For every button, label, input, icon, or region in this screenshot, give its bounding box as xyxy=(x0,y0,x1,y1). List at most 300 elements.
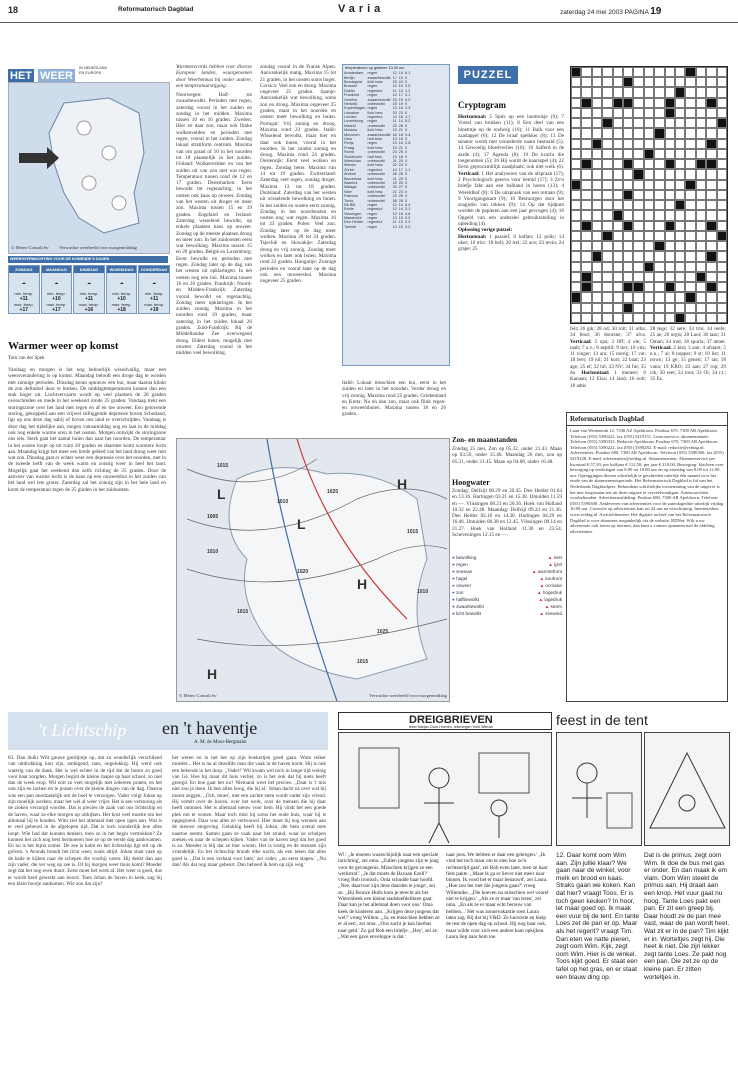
crossword-cell[interactable] xyxy=(571,282,581,292)
crossword-cell[interactable] xyxy=(685,77,695,87)
crossword-cell[interactable] xyxy=(717,292,727,302)
crossword-cell[interactable] xyxy=(654,210,664,220)
crossword-cell[interactable] xyxy=(613,272,623,282)
crossword-cell[interactable] xyxy=(685,118,695,128)
crossword-cell[interactable] xyxy=(571,149,581,159)
crossword-cell[interactable] xyxy=(654,98,664,108)
crossword-cell[interactable] xyxy=(644,159,654,169)
crossword-cell[interactable] xyxy=(623,241,633,251)
crossword-cell[interactable] xyxy=(602,251,612,261)
crossword-cell[interactable] xyxy=(633,180,643,190)
crossword-cell[interactable] xyxy=(602,77,612,87)
crossword-cell[interactable] xyxy=(665,292,675,302)
crossword-cell[interactable] xyxy=(602,169,612,179)
crossword-cell[interactable] xyxy=(665,251,675,261)
crossword-cell[interactable] xyxy=(571,77,581,87)
crossword-cell[interactable] xyxy=(685,108,695,118)
crossword-cell[interactable] xyxy=(706,262,716,272)
crossword-cell[interactable] xyxy=(623,200,633,210)
crossword-cell[interactable] xyxy=(633,67,643,77)
crossword-cell[interactable] xyxy=(706,77,716,87)
crossword-cell[interactable] xyxy=(623,139,633,149)
crossword-cell[interactable] xyxy=(654,303,664,313)
crossword-cell[interactable] xyxy=(717,67,727,77)
crossword-cell[interactable] xyxy=(633,159,643,169)
crossword-cell[interactable] xyxy=(613,262,623,272)
crossword-cell[interactable] xyxy=(633,77,643,87)
crossword-cell[interactable] xyxy=(602,190,612,200)
crossword-cell[interactable] xyxy=(644,98,654,108)
crossword-cell[interactable] xyxy=(675,98,685,108)
crossword-cell[interactable] xyxy=(581,118,591,128)
crossword-cell[interactable] xyxy=(654,313,664,323)
crossword-cell[interactable] xyxy=(696,108,706,118)
crossword-cell[interactable] xyxy=(717,313,727,323)
crossword-cell[interactable] xyxy=(717,241,727,251)
crossword-cell[interactable] xyxy=(654,139,664,149)
crossword-cell[interactable] xyxy=(706,241,716,251)
crossword-cell[interactable] xyxy=(613,128,623,138)
crossword-cell[interactable] xyxy=(644,200,654,210)
crossword-cell[interactable] xyxy=(581,149,591,159)
crossword-cell[interactable] xyxy=(675,118,685,128)
crossword-cell[interactable] xyxy=(623,118,633,128)
crossword-cell[interactable] xyxy=(633,262,643,272)
crossword-cell[interactable] xyxy=(685,139,695,149)
crossword-cell[interactable] xyxy=(717,149,727,159)
crossword-cell[interactable] xyxy=(613,169,623,179)
crossword-cell[interactable] xyxy=(644,139,654,149)
crossword-cell[interactable] xyxy=(665,87,675,97)
crossword-cell[interactable] xyxy=(581,251,591,261)
crossword-cell[interactable] xyxy=(696,128,706,138)
crossword-cell[interactable] xyxy=(696,67,706,77)
crossword-cell[interactable] xyxy=(623,87,633,97)
crossword-cell[interactable] xyxy=(665,180,675,190)
crossword-grid[interactable] xyxy=(570,66,728,324)
crossword-cell[interactable] xyxy=(696,303,706,313)
crossword-cell[interactable] xyxy=(592,190,602,200)
crossword-cell[interactable] xyxy=(592,118,602,128)
crossword-cell[interactable] xyxy=(665,272,675,282)
crossword-cell[interactable] xyxy=(602,241,612,251)
crossword-cell[interactable] xyxy=(602,128,612,138)
crossword-cell[interactable] xyxy=(633,108,643,118)
crossword-cell[interactable] xyxy=(696,210,706,220)
crossword-cell[interactable] xyxy=(696,190,706,200)
crossword-cell[interactable] xyxy=(685,98,695,108)
crossword-cell[interactable] xyxy=(665,241,675,251)
crossword-cell[interactable] xyxy=(602,292,612,302)
crossword-cell[interactable] xyxy=(706,87,716,97)
crossword-cell[interactable] xyxy=(654,67,664,77)
crossword-cell[interactable] xyxy=(571,200,581,210)
crossword-cell[interactable] xyxy=(717,272,727,282)
crossword-cell[interactable] xyxy=(665,190,675,200)
crossword-cell[interactable] xyxy=(706,313,716,323)
crossword-cell[interactable] xyxy=(654,292,664,302)
crossword-cell[interactable] xyxy=(665,118,675,128)
crossword-cell[interactable] xyxy=(571,262,581,272)
crossword-cell[interactable] xyxy=(602,67,612,77)
crossword-cell[interactable] xyxy=(581,180,591,190)
crossword-cell[interactable] xyxy=(644,251,654,261)
crossword-cell[interactable] xyxy=(623,210,633,220)
crossword-cell[interactable] xyxy=(571,251,581,261)
crossword-cell[interactable] xyxy=(696,251,706,261)
crossword-cell[interactable] xyxy=(571,313,581,323)
crossword-cell[interactable] xyxy=(654,272,664,282)
crossword-cell[interactable] xyxy=(613,149,623,159)
crossword-cell[interactable] xyxy=(613,282,623,292)
crossword-cell[interactable] xyxy=(592,221,602,231)
crossword-cell[interactable] xyxy=(654,231,664,241)
crossword-cell[interactable] xyxy=(675,128,685,138)
crossword-cell[interactable] xyxy=(592,180,602,190)
crossword-cell[interactable] xyxy=(654,262,664,272)
crossword-cell[interactable] xyxy=(613,241,623,251)
crossword-cell[interactable] xyxy=(602,87,612,97)
crossword-cell[interactable] xyxy=(613,292,623,302)
crossword-cell[interactable] xyxy=(665,262,675,272)
crossword-cell[interactable] xyxy=(696,221,706,231)
crossword-cell[interactable] xyxy=(571,159,581,169)
crossword-cell[interactable] xyxy=(592,108,602,118)
crossword-cell[interactable] xyxy=(613,231,623,241)
crossword-cell[interactable] xyxy=(644,221,654,231)
crossword-cell[interactable] xyxy=(581,262,591,272)
crossword-cell[interactable] xyxy=(571,87,581,97)
crossword-cell[interactable] xyxy=(644,303,654,313)
crossword-cell[interactable] xyxy=(613,87,623,97)
crossword-cell[interactable] xyxy=(654,190,664,200)
crossword-cell[interactable] xyxy=(685,149,695,159)
crossword-cell[interactable] xyxy=(602,139,612,149)
crossword-cell[interactable] xyxy=(592,98,602,108)
crossword-cell[interactable] xyxy=(623,180,633,190)
crossword-cell[interactable] xyxy=(654,87,664,97)
crossword-cell[interactable] xyxy=(685,282,695,292)
crossword-cell[interactable] xyxy=(592,272,602,282)
crossword-cell[interactable] xyxy=(706,272,716,282)
crossword-cell[interactable] xyxy=(613,190,623,200)
crossword-cell[interactable] xyxy=(696,180,706,190)
crossword-cell[interactable] xyxy=(581,313,591,323)
crossword-cell[interactable] xyxy=(644,313,654,323)
crossword-cell[interactable] xyxy=(654,159,664,169)
crossword-cell[interactable] xyxy=(592,169,602,179)
crossword-cell[interactable] xyxy=(685,303,695,313)
crossword-cell[interactable] xyxy=(581,87,591,97)
crossword-cell[interactable] xyxy=(706,118,716,128)
crossword-cell[interactable] xyxy=(717,87,727,97)
crossword-cell[interactable] xyxy=(717,169,727,179)
crossword-cell[interactable] xyxy=(571,231,581,241)
crossword-cell[interactable] xyxy=(592,313,602,323)
crossword-cell[interactable] xyxy=(696,139,706,149)
crossword-cell[interactable] xyxy=(633,231,643,241)
crossword-cell[interactable] xyxy=(696,98,706,108)
crossword-cell[interactable] xyxy=(644,231,654,241)
crossword-cell[interactable] xyxy=(654,169,664,179)
crossword-cell[interactable] xyxy=(592,210,602,220)
crossword-cell[interactable] xyxy=(613,108,623,118)
crossword-cell[interactable] xyxy=(633,251,643,261)
crossword-cell[interactable] xyxy=(717,282,727,292)
crossword-cell[interactable] xyxy=(675,108,685,118)
crossword-cell[interactable] xyxy=(602,262,612,272)
crossword-cell[interactable] xyxy=(602,221,612,231)
crossword-cell[interactable] xyxy=(633,200,643,210)
crossword-cell[interactable] xyxy=(696,282,706,292)
crossword-cell[interactable] xyxy=(665,77,675,87)
crossword-cell[interactable] xyxy=(602,149,612,159)
crossword-cell[interactable] xyxy=(654,77,664,87)
crossword-cell[interactable] xyxy=(685,262,695,272)
crossword-cell[interactable] xyxy=(613,67,623,77)
crossword-cell[interactable] xyxy=(602,108,612,118)
crossword-cell[interactable] xyxy=(613,159,623,169)
crossword-cell[interactable] xyxy=(717,159,727,169)
crossword-cell[interactable] xyxy=(696,231,706,241)
crossword-cell[interactable] xyxy=(685,313,695,323)
crossword-cell[interactable] xyxy=(613,313,623,323)
crossword-cell[interactable] xyxy=(685,87,695,97)
crossword-cell[interactable] xyxy=(665,210,675,220)
crossword-cell[interactable] xyxy=(675,251,685,261)
crossword-cell[interactable] xyxy=(685,200,695,210)
crossword-cell[interactable] xyxy=(675,77,685,87)
crossword-cell[interactable] xyxy=(623,272,633,282)
crossword-cell[interactable] xyxy=(644,180,654,190)
crossword-cell[interactable] xyxy=(685,221,695,231)
crossword-cell[interactable] xyxy=(665,139,675,149)
crossword-cell[interactable] xyxy=(644,292,654,302)
crossword-cell[interactable] xyxy=(717,180,727,190)
crossword-cell[interactable] xyxy=(675,190,685,200)
crossword-cell[interactable] xyxy=(644,87,654,97)
crossword-cell[interactable] xyxy=(613,139,623,149)
crossword-cell[interactable] xyxy=(685,159,695,169)
crossword-cell[interactable] xyxy=(571,169,581,179)
crossword-cell[interactable] xyxy=(592,262,602,272)
crossword-cell[interactable] xyxy=(602,272,612,282)
crossword-cell[interactable] xyxy=(706,149,716,159)
crossword-cell[interactable] xyxy=(665,200,675,210)
crossword-cell[interactable] xyxy=(602,313,612,323)
crossword-cell[interactable] xyxy=(644,241,654,251)
crossword-cell[interactable] xyxy=(623,262,633,272)
crossword-cell[interactable] xyxy=(675,67,685,77)
crossword-cell[interactable] xyxy=(581,139,591,149)
crossword-cell[interactable] xyxy=(571,118,581,128)
crossword-cell[interactable] xyxy=(633,149,643,159)
crossword-cell[interactable] xyxy=(592,241,602,251)
crossword-cell[interactable] xyxy=(581,169,591,179)
crossword-cell[interactable] xyxy=(665,303,675,313)
crossword-cell[interactable] xyxy=(592,159,602,169)
crossword-cell[interactable] xyxy=(717,139,727,149)
crossword-cell[interactable] xyxy=(633,118,643,128)
crossword-cell[interactable] xyxy=(633,128,643,138)
crossword-cell[interactable] xyxy=(685,190,695,200)
crossword-cell[interactable] xyxy=(623,169,633,179)
crossword-cell[interactable] xyxy=(581,77,591,87)
crossword-cell[interactable] xyxy=(581,210,591,220)
crossword-cell[interactable] xyxy=(675,139,685,149)
crossword-cell[interactable] xyxy=(623,292,633,302)
crossword-cell[interactable] xyxy=(685,272,695,282)
crossword-cell[interactable] xyxy=(592,67,602,77)
crossword-cell[interactable] xyxy=(571,139,581,149)
crossword-cell[interactable] xyxy=(633,221,643,231)
crossword-cell[interactable] xyxy=(706,180,716,190)
crossword-cell[interactable] xyxy=(602,98,612,108)
crossword-cell[interactable] xyxy=(706,108,716,118)
crossword-cell[interactable] xyxy=(581,231,591,241)
crossword-cell[interactable] xyxy=(717,262,727,272)
crossword-cell[interactable] xyxy=(696,87,706,97)
crossword-cell[interactable] xyxy=(633,190,643,200)
crossword-cell[interactable] xyxy=(592,303,602,313)
crossword-cell[interactable] xyxy=(675,262,685,272)
crossword-cell[interactable] xyxy=(592,282,602,292)
crossword-cell[interactable] xyxy=(571,221,581,231)
crossword-cell[interactable] xyxy=(696,149,706,159)
crossword-cell[interactable] xyxy=(654,251,664,261)
crossword-cell[interactable] xyxy=(571,241,581,251)
crossword-cell[interactable] xyxy=(654,118,664,128)
crossword-cell[interactable] xyxy=(717,303,727,313)
crossword-cell[interactable] xyxy=(717,221,727,231)
crossword-cell[interactable] xyxy=(592,87,602,97)
crossword-cell[interactable] xyxy=(644,272,654,282)
crossword-cell[interactable] xyxy=(675,303,685,313)
crossword-cell[interactable] xyxy=(613,221,623,231)
crossword-cell[interactable] xyxy=(644,282,654,292)
crossword-cell[interactable] xyxy=(581,67,591,77)
crossword-cell[interactable] xyxy=(696,262,706,272)
crossword-cell[interactable] xyxy=(571,98,581,108)
crossword-cell[interactable] xyxy=(613,77,623,87)
crossword-cell[interactable] xyxy=(581,200,591,210)
crossword-cell[interactable] xyxy=(654,149,664,159)
crossword-cell[interactable] xyxy=(665,313,675,323)
crossword-cell[interactable] xyxy=(675,282,685,292)
crossword-cell[interactable] xyxy=(581,303,591,313)
crossword-cell[interactable] xyxy=(675,149,685,159)
crossword-cell[interactable] xyxy=(706,190,716,200)
crossword-cell[interactable] xyxy=(675,221,685,231)
crossword-cell[interactable] xyxy=(644,67,654,77)
crossword-cell[interactable] xyxy=(571,108,581,118)
crossword-cell[interactable] xyxy=(644,108,654,118)
crossword-cell[interactable] xyxy=(602,303,612,313)
crossword-cell[interactable] xyxy=(581,108,591,118)
crossword-cell[interactable] xyxy=(623,149,633,159)
crossword-cell[interactable] xyxy=(581,190,591,200)
crossword-cell[interactable] xyxy=(706,210,716,220)
crossword-cell[interactable] xyxy=(654,200,664,210)
crossword-cell[interactable] xyxy=(696,241,706,251)
crossword-cell[interactable] xyxy=(602,200,612,210)
crossword-cell[interactable] xyxy=(571,190,581,200)
crossword-cell[interactable] xyxy=(654,282,664,292)
crossword-cell[interactable] xyxy=(717,190,727,200)
crossword-cell[interactable] xyxy=(685,231,695,241)
crossword-cell[interactable] xyxy=(633,87,643,97)
crossword-cell[interactable] xyxy=(592,200,602,210)
crossword-cell[interactable] xyxy=(592,77,602,87)
crossword-cell[interactable] xyxy=(675,231,685,241)
crossword-cell[interactable] xyxy=(633,292,643,302)
crossword-cell[interactable] xyxy=(675,292,685,302)
crossword-cell[interactable] xyxy=(696,292,706,302)
crossword-cell[interactable] xyxy=(717,210,727,220)
crossword-cell[interactable] xyxy=(675,272,685,282)
crossword-cell[interactable] xyxy=(675,159,685,169)
crossword-cell[interactable] xyxy=(717,98,727,108)
crossword-cell[interactable] xyxy=(696,77,706,87)
crossword-cell[interactable] xyxy=(665,67,675,77)
crossword-cell[interactable] xyxy=(717,200,727,210)
crossword-cell[interactable] xyxy=(633,139,643,149)
crossword-cell[interactable] xyxy=(685,251,695,261)
crossword-cell[interactable] xyxy=(571,303,581,313)
crossword-cell[interactable] xyxy=(633,210,643,220)
crossword-cell[interactable] xyxy=(644,128,654,138)
crossword-cell[interactable] xyxy=(644,210,654,220)
crossword-cell[interactable] xyxy=(633,313,643,323)
crossword-cell[interactable] xyxy=(706,303,716,313)
crossword-cell[interactable] xyxy=(592,292,602,302)
crossword-cell[interactable] xyxy=(696,313,706,323)
crossword-cell[interactable] xyxy=(685,241,695,251)
crossword-cell[interactable] xyxy=(665,128,675,138)
crossword-cell[interactable] xyxy=(675,169,685,179)
crossword-cell[interactable] xyxy=(592,128,602,138)
crossword-cell[interactable] xyxy=(581,292,591,302)
crossword-cell[interactable] xyxy=(665,231,675,241)
crossword-cell[interactable] xyxy=(581,128,591,138)
crossword-cell[interactable] xyxy=(717,128,727,138)
crossword-cell[interactable] xyxy=(675,210,685,220)
crossword-cell[interactable] xyxy=(654,221,664,231)
crossword-cell[interactable] xyxy=(623,313,633,323)
crossword-cell[interactable] xyxy=(685,128,695,138)
crossword-cell[interactable] xyxy=(644,169,654,179)
crossword-cell[interactable] xyxy=(685,169,695,179)
crossword-cell[interactable] xyxy=(654,108,664,118)
crossword-cell[interactable] xyxy=(623,231,633,241)
crossword-cell[interactable] xyxy=(602,210,612,220)
crossword-cell[interactable] xyxy=(633,98,643,108)
crossword-cell[interactable] xyxy=(571,210,581,220)
crossword-cell[interactable] xyxy=(602,180,612,190)
crossword-cell[interactable] xyxy=(706,292,716,302)
crossword-cell[interactable] xyxy=(675,241,685,251)
crossword-cell[interactable] xyxy=(685,210,695,220)
crossword-cell[interactable] xyxy=(623,67,633,77)
crossword-cell[interactable] xyxy=(633,303,643,313)
crossword-cell[interactable] xyxy=(623,108,633,118)
crossword-cell[interactable] xyxy=(717,108,727,118)
crossword-cell[interactable] xyxy=(665,149,675,159)
crossword-cell[interactable] xyxy=(706,67,716,77)
crossword-cell[interactable] xyxy=(613,118,623,128)
crossword-cell[interactable] xyxy=(644,190,654,200)
crossword-cell[interactable] xyxy=(706,169,716,179)
